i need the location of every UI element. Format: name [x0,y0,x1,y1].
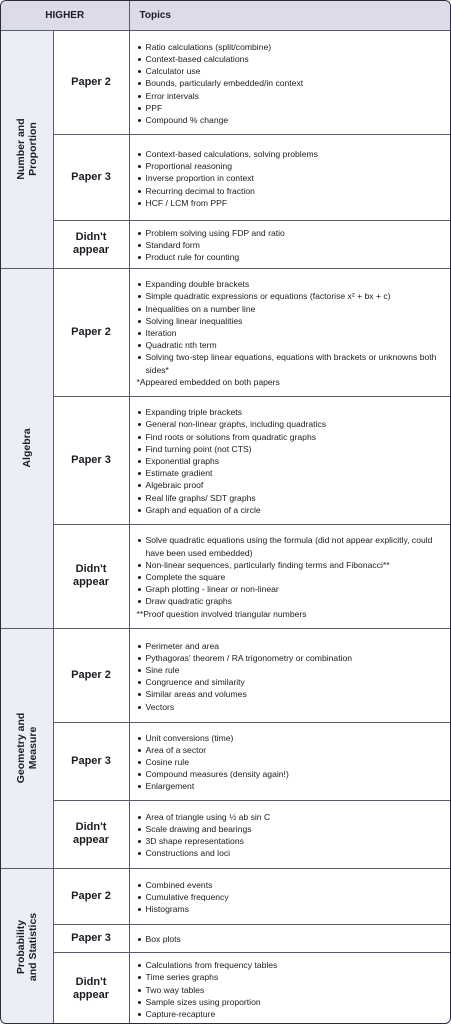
topic-item: Algebraic proof [136,479,447,491]
topic-item: HCF / LCM from PPF [136,197,447,209]
topic-item: Calculations from frequency tables [136,959,447,971]
paper-label-cell [53,800,129,868]
topic-list [136,933,447,945]
topic-item: Vectors [136,701,447,713]
topic-footnote: **Proof question involved triangular numbers [136,608,307,619]
paper-label-cell [53,924,129,952]
topic-list [136,406,447,516]
paper-label: Didn't [75,563,107,576]
topic-item: Graph and equation of a circle [136,504,447,516]
topic-item: Draw quadratic graphs [136,595,447,607]
topic-item: Area of triangle using ½ ab sin C [136,811,447,823]
topic-item: General non-linear graphs, including quadratics [136,418,447,430]
topic-item: Enlargement [136,780,447,792]
topic-list [136,278,447,376]
paper-label: appear [72,576,110,589]
header-topics: Topics [129,1,450,31]
category-cell [1,31,53,269]
topics-table [1,1,450,1024]
topics-cell [129,221,450,269]
topic-item: Non-linear sequences, particularly finding terms and Fibonacci** [136,559,447,571]
table-row [1,268,450,396]
topic-item: Standard form [136,239,447,251]
topic-item: Real life graphs/ SDT graphs [136,492,447,504]
table-row [1,31,450,135]
paper-label: appear [72,244,110,257]
topics-cell [129,868,450,924]
topic-footnote: *Appeared embedded on both papers [136,376,280,387]
table-body [1,31,450,1024]
topic-item: Pythagoras' theorem / RA trigonometry or combination [136,652,447,664]
table-header-row [1,1,450,31]
table-row [1,221,450,269]
topics-cell [129,31,450,135]
table-row [1,868,450,924]
topic-item: Perimeter and area [136,640,447,652]
topic-list [136,148,447,209]
topic-item: Solving linear inequalities [136,315,447,327]
topic-item: Similar areas and volumes [136,688,447,700]
topic-item: Combined events [136,879,447,891]
category-label-line: Algebra [20,428,33,468]
paper-label: Paper 3 [71,931,111,944]
paper-label: appear [72,834,110,847]
category-label-line: Probability [14,919,27,974]
topic-item: Scale drawing and bearings [136,823,447,835]
topic-item: Cosine rule [136,756,447,768]
paper-label: appear [72,988,110,1001]
topic-item: Product rule for counting [136,251,447,263]
topic-item: Capture-recapture [136,1008,447,1020]
topic-item: Histograms [136,903,447,915]
paper-label: Paper 2 [71,76,111,88]
topic-item: Sample sizes using proportion [136,996,447,1008]
paper-label: Paper 3 [71,171,111,183]
table-row [1,952,450,1024]
topics-cell [129,524,450,628]
category-cell [1,868,53,1024]
topic-item: Graph plotting - linear or non-linear [136,583,447,595]
table-row [1,135,450,221]
table-row [1,924,450,952]
paper-label-cell [53,31,129,135]
paper-label: Paper 2 [71,889,111,902]
paper-label-cell [53,135,129,221]
table-row [1,800,450,868]
topic-item: Proportional reasoning [136,160,447,172]
paper-label-cell [53,722,129,800]
paper-label: Didn't [75,821,107,834]
topic-item: Constructions and loci [136,847,447,859]
paper-label: Paper 2 [71,325,111,338]
topic-item: Ratio calculations (split/combine) [136,41,447,53]
topic-item: Solve quadratic equations using the formula (did not appear explicitly, could have been used embedded) [136,534,447,558]
topic-list [136,811,447,860]
paper-label: Paper 3 [71,754,111,767]
category-label-line: Measure [26,726,39,770]
paper-label-cell [53,524,129,628]
category-label [21,429,33,468]
paper-label: Didn't [75,975,107,988]
category-label [15,912,39,980]
paper-label: Didn't [75,231,107,244]
paper-label-cell [53,628,129,722]
topic-item: Inverse proportion in context [136,172,447,184]
topics-cell [129,268,450,396]
topic-item: Complete the square [136,571,447,583]
category-cell [1,268,53,628]
paper-label: Paper 3 [71,453,111,466]
topic-list [136,534,447,607]
topics-cell [129,952,450,1024]
topic-item: Inequalities on a number line [136,303,447,315]
topic-item: Two way tables [136,984,447,996]
category-label-line: Geometry and [14,712,27,784]
topic-item: Calculator use [136,65,447,77]
category-label-line: and Statistics [26,912,39,981]
category-cell [1,628,53,868]
topic-item: Quadratic nth term [136,339,447,351]
topic-item: Find turning point (not CTS) [136,443,447,455]
paper-label: Paper 2 [71,668,111,681]
paper-label-cell [53,868,129,924]
topics-cell [129,924,450,952]
paper-label-cell [53,221,129,269]
table-row [1,628,450,722]
table-row [1,396,450,524]
topic-item: Cumulative frequency [136,891,447,903]
topic-list [136,959,447,1020]
topics-cell [129,722,450,800]
topic-item: Simple quadratic expressions or equations (factorise x² + bx + c) [136,290,447,302]
topic-item: Find roots or solutions from quadratic graphs [136,431,447,443]
topic-item: Expanding triple brackets [136,406,447,418]
topic-item: 3D shape representations [136,835,447,847]
topic-item: Error intervals [136,90,447,102]
topics-cell [129,628,450,722]
topic-item: Exponential graphs [136,455,447,467]
topic-item: Box plots [136,933,447,945]
topic-item: PPF [136,102,447,114]
topics-cell [129,800,450,868]
topic-item: Compound % change [136,114,447,126]
topic-list [136,732,447,793]
category-label [15,119,39,180]
topic-list [136,879,447,916]
topic-list [136,227,447,264]
paper-label-cell [53,952,129,1024]
topics-cell [129,135,450,221]
table-row [1,524,450,628]
category-label-line: Number and [14,118,27,180]
topic-item: Expanding double brackets [136,278,447,290]
topic-item: Area of a sector [136,744,447,756]
table-row [1,722,450,800]
topic-item: Sine rule [136,664,447,676]
topic-item: Bounds, particularly embedded/in context [136,77,447,89]
topic-item: Estimate gradient [136,467,447,479]
topic-item: Problem solving using FDP and ratio [136,227,447,239]
topic-item: Unit conversions (time) [136,732,447,744]
category-label-line: Proportion [26,122,39,177]
topic-item: Compound measures (density again!) [136,768,447,780]
topic-item: Recurring decimal to fraction [136,185,447,197]
category-label [15,713,39,784]
paper-label-cell [53,396,129,524]
topic-item: Context-based calculations [136,53,447,65]
header-higher: HIGHER [1,1,129,31]
topic-list [136,640,447,713]
topic-list [136,41,447,126]
topic-item: Context-based calculations, solving problems [136,148,447,160]
topic-item: Time series graphs [136,971,447,983]
topic-item: Iteration [136,327,447,339]
topics-cell [129,396,450,524]
topic-item: Solving two-step linear equations, equations with brackets or unknowns both sides* [136,351,447,375]
paper-label-cell [53,268,129,396]
topic-item: Congruence and similarity [136,676,447,688]
